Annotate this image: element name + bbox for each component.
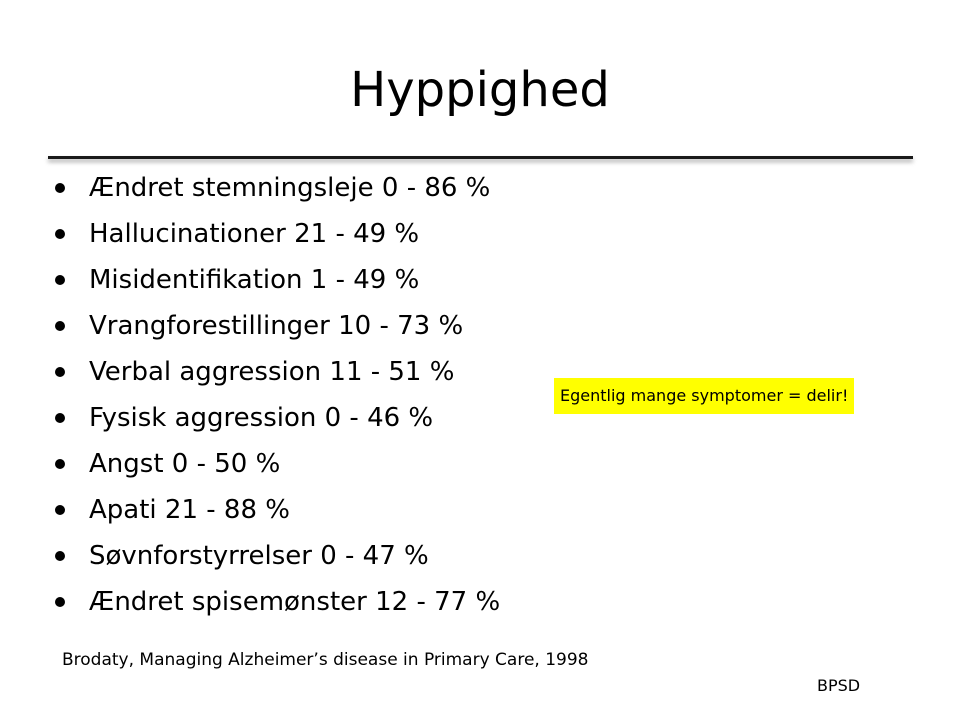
- bullet-text: Misidentifikation 1 - 49 %: [89, 265, 420, 295]
- bullet-icon: [55, 413, 65, 423]
- bullet-text: Hallucinationer 21 - 49 %: [89, 219, 420, 249]
- bullet-icon: [55, 597, 65, 607]
- bullet-list: [52, 165, 500, 625]
- bullet-icon: [55, 229, 65, 239]
- bullet-text: Verbal aggression 11 - 51 %: [89, 357, 455, 387]
- slide-title: Hyppighed: [350, 62, 610, 118]
- bullet-text: Vrangforestillinger 10 - 73 %: [89, 311, 464, 341]
- bullet-item: [52, 487, 500, 533]
- bullet-icon: [55, 367, 65, 377]
- bullet-item: [52, 211, 500, 257]
- bullet-text: Fysisk aggression 0 - 46 %: [89, 403, 434, 433]
- bullet-item: [52, 257, 500, 303]
- title-divider: [48, 156, 913, 159]
- bullet-item: [52, 579, 500, 625]
- bullet-text: Ændret spisemønster 12 - 77 %: [89, 587, 501, 617]
- bullet-icon: [55, 321, 65, 331]
- bullet-text: Søvnforstyrrelser 0 - 47 %: [89, 541, 429, 571]
- bullet-item: [52, 349, 500, 395]
- bullet-item: [52, 165, 500, 211]
- bullet-icon: [55, 183, 65, 193]
- bullet-item: [52, 533, 500, 579]
- bullet-text: Ændret stemningsleje 0 - 86 %: [89, 173, 491, 203]
- bullet-item: [52, 395, 500, 441]
- bullet-icon: [55, 275, 65, 285]
- bullet-text: Apati 21 - 88 %: [89, 495, 290, 525]
- bullet-icon: [55, 459, 65, 469]
- bullet-item: [52, 303, 500, 349]
- citation: Brodaty, Managing Alzheimer’s disease in Primary Care, 1998: [62, 650, 589, 670]
- highlight-note: Egentlig mange symptomer = delir!: [554, 378, 854, 414]
- bullet-item: [52, 441, 500, 487]
- bullet-text: Angst 0 - 50 %: [89, 449, 281, 479]
- footer-label: BPSD: [817, 676, 861, 695]
- bullet-icon: [55, 505, 65, 515]
- bullet-icon: [55, 551, 65, 561]
